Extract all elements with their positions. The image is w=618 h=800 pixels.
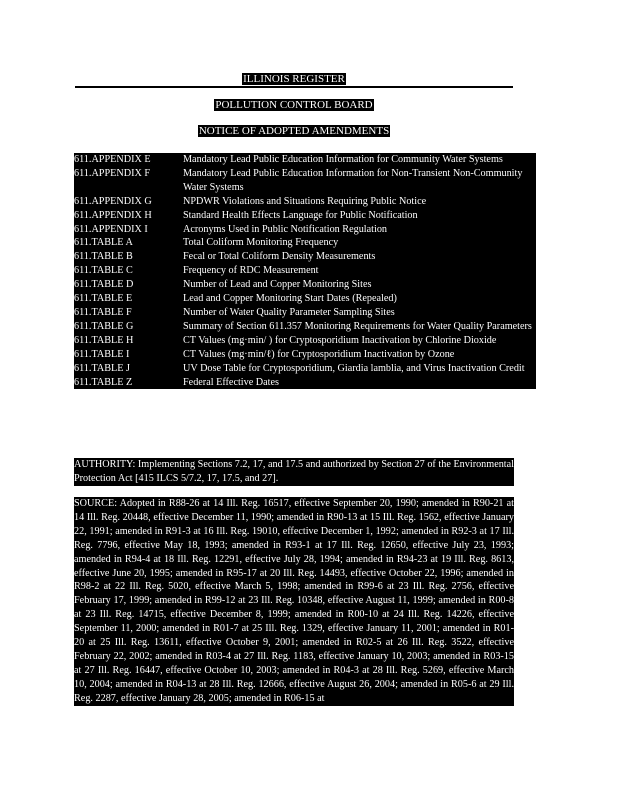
toc-section-number: 611.TABLE Z (74, 376, 133, 388)
toc-section-number: 611.TABLE F (74, 306, 132, 318)
toc-entry (74, 167, 536, 195)
header-rule (75, 86, 513, 88)
source-paragraph: SOURCE: Adopted in R88-26 at 14 Ill. Reg. 16517, effective September 20, 1990; amended in R90-21 at 14 Ill. Reg. 20448, effective December 11, 1990; amended in R90-13 at 15 Ill. Reg. 1562, effective January 22, 1991; amended in R91-3 at 16 Ill. Reg. 19010, effective December 1, 1992; amended in R92-3 at 17 Ill. Reg. 7796, effective May 18, 1993; amended in R93-1 at 17 Ill. Reg. 12650, effective July 23, 1993; amended in R94-4 at 18 Ill. Reg. 12291, effective July 28, 1994; amended in R94-23 at 19 Ill. Reg. 8613, effective June 20, 1995; amended in R95-17 at 20 Ill. Reg. 14493, effective October 22, 1996; amended in R98-2 at 22 Ill. Reg. 5020, effective March 5, 1998; amended in R99-6 at 23 Ill. Reg. 2756, effective February 17, 1999; amended in R99-12 at 23 Ill. Reg. 10348, effective August 11, 1999; amended in R00-8 at 23 Ill. Reg. 14715, effective December 8, 1999; amended in R00-10 at 24 Ill. Reg. 14226, effective September 11, 2000; amended in R01-7 at 25 Ill. Reg. 1329, effective January 11, 2001; amended in R01-20 at 25 Ill. Reg. 13611, effective October 9, 2001; amended in R02-5 at 26 Ill. Reg. 3522, effective February 22, 2002; amended in R03-4 at 27 Ill. Reg. 1183, effective January 10, 2003; amended in R03-15 at 27 Ill. Reg. 16447, effective October 10, 2003; amended in R04-3 at 28 Ill. Reg. 5269, effective March 10, 2004; amended in R04-13 at 28 Ill. Reg. 12666, effective August 26, 2004; amended in R05-6 at 29 Ill. Reg. 2287, effective January 28, 2005; amended in R06-15 at (74, 498, 514, 704)
toc-entry (74, 348, 536, 362)
toc-section-title: Number of Lead and Copper Monitoring Sites (183, 279, 372, 291)
toc-section-title: Mandatory Lead Public Education Information for Community Water Systems (183, 154, 503, 165)
toc-section-number: 611.APPENDIX F (74, 167, 151, 179)
toc-entry (74, 306, 536, 320)
toc-entry (74, 320, 536, 334)
toc-section-number: 611.TABLE B (74, 251, 133, 263)
table-of-contents (74, 153, 536, 389)
toc-entry (74, 292, 536, 306)
toc-section-number: 611.TABLE A (74, 237, 133, 249)
toc-entry (74, 209, 536, 223)
board-name: POLLUTION CONTROL BOARD (215, 99, 373, 111)
toc-section-title: Frequency of RDC Measurement (183, 265, 319, 277)
toc-entry (74, 264, 536, 278)
toc-section-title: NPDWR Violations and Situations Requiring Public Notice (183, 195, 427, 207)
toc-section-number: 611.TABLE G (74, 320, 134, 332)
register-title: ILLINOIS REGISTER (243, 73, 345, 85)
toc-section-title: CT Values (mg·min/ ) for Cryptosporidium Inactivation by Chlorine Dioxide (183, 334, 497, 346)
toc-section-number: 611.APPENDIX E (74, 154, 151, 165)
toc-section-title: Lead and Copper Monitoring Start Dates (Repealed) (183, 293, 397, 305)
toc-entry (74, 236, 536, 250)
toc-entry (74, 376, 536, 390)
toc-section-title: Federal Effective Dates (183, 376, 279, 388)
toc-entry (74, 250, 536, 264)
toc-section-number: 611.TABLE E (74, 293, 133, 305)
toc-section-title: Mandatory Lead Public Education Information for Non-Transient Non-Community Water Systems (183, 167, 523, 193)
toc-section-number: 611.TABLE J (74, 362, 130, 374)
toc-section-title: Fecal or Total Coliform Density Measurements (183, 251, 376, 263)
toc-section-title: Standard Health Effects Language for Public Notification (183, 209, 418, 221)
toc-section-number: 611.APPENDIX G (74, 195, 152, 207)
toc-entry (74, 334, 536, 348)
toc-section-number: 611.TABLE D (74, 279, 134, 291)
toc-section-title: Total Coliform Monitoring Frequency (183, 237, 339, 249)
toc-section-title: Acronyms Used in Public Notification Regulation (183, 223, 388, 235)
toc-entry (74, 362, 536, 376)
toc-section-number: 611.TABLE I (74, 348, 130, 360)
toc-section-title: UV Dose Table for Cryptosporidium, Giardia lamblia, and Virus Inactivation Credit (183, 362, 525, 374)
toc-entry (74, 278, 536, 292)
toc-section-title: Summary of Section 611.357 Monitoring Requirements for Water Quality Parameters (183, 320, 532, 332)
notice-title: NOTICE OF ADOPTED AMENDMENTS (198, 125, 390, 137)
toc-section-number: 611.TABLE C (74, 265, 133, 277)
toc-section-number: 611.APPENDIX H (74, 209, 152, 221)
toc-section-title: CT Values (mg·min/ℓ) for Cryptosporidium Inactivation by Ozone (183, 348, 455, 360)
toc-entry (74, 223, 536, 237)
toc-entry (74, 195, 536, 209)
toc-section-number: 611.TABLE H (74, 334, 134, 346)
toc-section-title: Number of Water Quality Parameter Sampling Sites (183, 306, 395, 318)
toc-section-number: 611.APPENDIX I (74, 223, 148, 235)
authority-paragraph: AUTHORITY: Implementing Sections 7.2, 17, and 17.5 and authorized by Section 27 of the Environmental Protection Act [415 ILCS 5/7.2, 17, 17.5, and 27]. (74, 459, 514, 484)
toc-entry (74, 153, 536, 167)
